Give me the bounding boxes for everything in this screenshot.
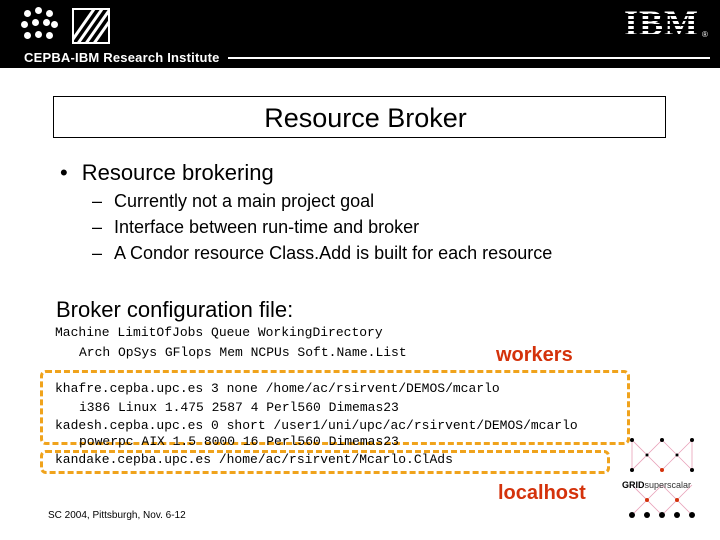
grid-superscalar-label [622,480,691,490]
main-bullet [60,160,274,186]
institute-title: CEPBA-IBM Research Institute [24,50,220,65]
registered-mark: ® [702,30,708,39]
config-heading: Broker configuration file: [56,297,294,322]
bullet-dot: • [60,160,68,185]
localhost-label: localhost [498,482,586,504]
header-divider [228,57,710,59]
sub-bullet-1 [92,191,374,212]
footer-event: SC 2004, Pittsburgh, Nov. 6-12 [48,510,186,521]
machine-2-line-2: powerpc AIX 1.5 8000 16 Perl560 Dimemas23 [79,434,399,449]
ibm-logo: IBM [624,6,704,40]
dash-marker: – [92,191,103,211]
sub-bullet-3 [92,243,552,264]
header-banner [0,0,720,68]
machine-3-line-1: kandake.cepba.upc.es /home/ac/rsirvent/Mcarlo.ClAds [55,452,453,467]
config-header-line-1: Machine LimitOfJobs Queue WorkingDirectory [55,325,383,340]
slide-title-box [53,96,666,138]
machine-1-line-2: i386 Linux 1.475 2587 4 Perl560 Dimemas23 [79,400,399,415]
dash-marker: – [92,243,103,263]
main-bullet-text: Resource brokering [81,160,274,185]
grid-label-light: superscalar [644,480,692,490]
slide-title: Resource Broker [264,103,467,133]
grid-label-bold: GRID [622,480,645,490]
upc-logo-icon [20,6,58,44]
sub-bullet-text: Currently not a main project goal [114,191,375,211]
workers-label: workers [496,344,573,366]
sub-bullet-text: Interface between run-time and broker [114,217,420,237]
dash-marker: – [92,217,103,237]
cepba-logo-icon [72,8,110,44]
grid-superscalar-logo-icon [612,430,712,526]
sub-bullet-2 [92,217,419,238]
machine-2-line-1: kadesh.cepba.upc.es 0 short /user1/uni/upc/ac/rsirvent/DEMOS/mcarlo [55,418,578,433]
sub-bullet-text: A Condor resource Class.Add is built for each resource [114,243,553,263]
machine-1-line-1: khafre.cepba.upc.es 3 none /home/ac/rsirvent/DEMOS/mcarlo [55,381,500,396]
config-header-line-2: Arch OpSys GFlops Mem NCPUs Soft.Name.List [79,345,407,360]
